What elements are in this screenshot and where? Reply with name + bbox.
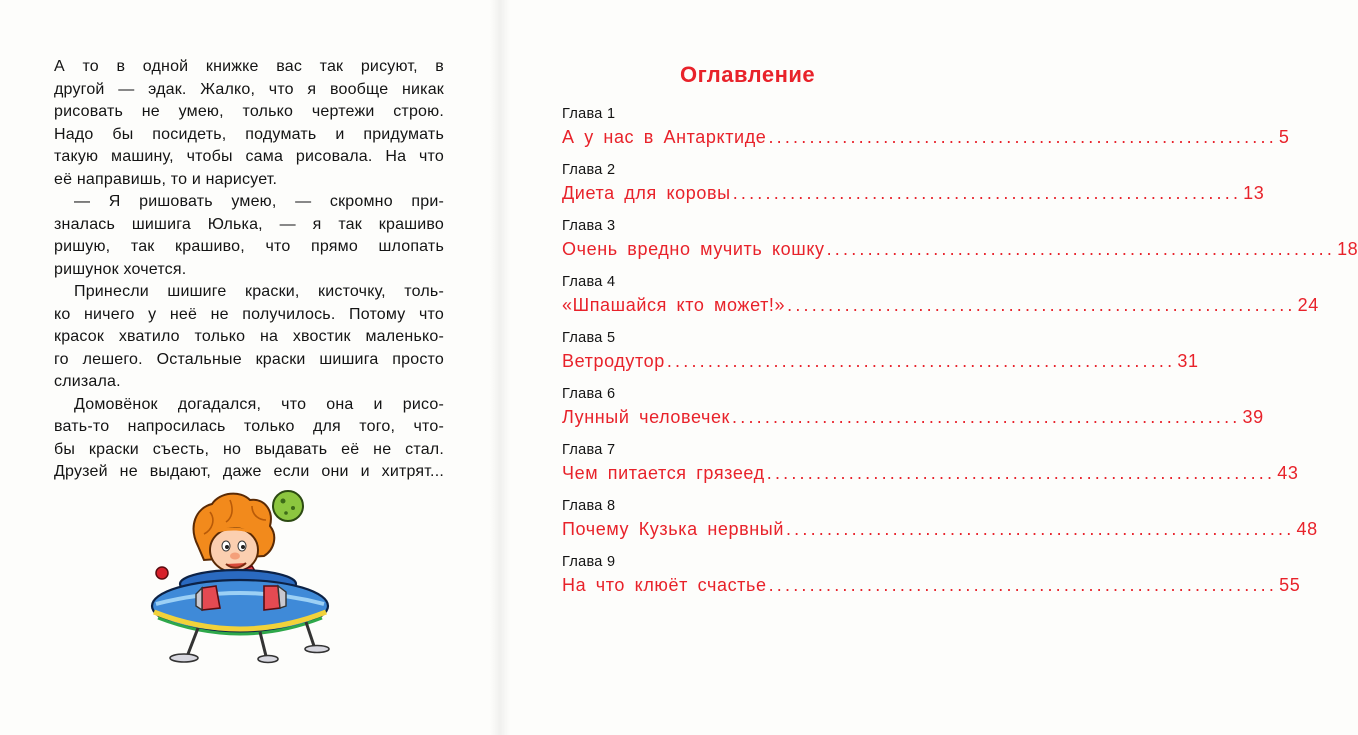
story-line: бы краски съесть, но выдавать её не стал. [54,440,444,458]
chapter-label: Глава 8 [562,498,616,514]
chapter-row[interactable] [562,124,1290,150]
chapter-title[interactable]: Диета для коровы [562,183,731,203]
toc-entry-5[interactable] [562,328,1199,384]
story-line: Домовёнок догадался, что она и рисо- [74,395,444,413]
story-paragraph-1 [54,56,444,191]
chapter-row[interactable] [562,348,1199,374]
toc-entry-4[interactable] [562,272,1319,328]
toc-entry-2[interactable] [562,160,1265,216]
toc-entry-3[interactable] [562,216,1358,272]
story-line: её направишь, то и нарисует. [54,170,278,188]
leader-dots: .............................................................. [732,183,1242,203]
chapter-row[interactable] [562,404,1264,430]
story-paragraph-3 [54,281,444,394]
leader-dots: .............................................................. [826,239,1336,259]
chapter-page-number: 39 [1242,407,1264,427]
chapter-label: Глава 6 [562,386,616,402]
toc-title: Оглавление [680,62,816,87]
toc-entry-1[interactable] [562,104,1290,160]
chapter-label: Глава 7 [562,442,616,458]
story-line: такую машину, чтобы сама рисовала. На что [54,148,444,165]
toc-entry-7[interactable] [562,440,1299,496]
red-ball-icon [156,567,168,579]
chapter-page-number: 24 [1297,295,1319,315]
chapter-label: Глава 1 [562,106,616,122]
chapter-page-number: 18 [1337,239,1358,259]
story-line: зналась шишига Юлька, — я так крашиво [54,215,444,233]
chapter-title[interactable]: На что клюёт счастье [562,575,767,595]
story-paragraph-4 [54,394,444,484]
story-line: красок хватило только на хвостик маленько- [54,328,444,345]
chapter-title[interactable]: Лунный человечек [562,407,731,427]
story-line: слизала. [54,373,121,390]
chapter-title[interactable]: Чем питается грязеед [562,463,765,483]
kuzka-flying-saucer-illustration [140,486,340,676]
story-line: го лешего. Остальные краски шишига просто [54,350,444,368]
chapter-row[interactable] [562,516,1318,542]
chapter-row[interactable] [562,292,1319,318]
chapter-row[interactable] [562,572,1301,598]
chapter-title[interactable]: «Шпашайся кто может!» [562,295,786,315]
story-line: Друзей не выдают, даже если они и хитрят... [54,463,444,480]
left-page [0,0,500,735]
green-ball-icon [273,491,303,521]
story-line: — Я ришовать умею, — скромно при- [74,193,444,210]
table-of-contents [562,104,1358,608]
story-line: вать-то напросилась только для того, что- [54,418,444,435]
chapter-title[interactable]: А у нас в Антарктиде [562,127,767,147]
leader-dots: .............................................................. [768,575,1278,595]
chapter-row[interactable] [562,460,1299,486]
story-line: Надо бы посидеть, подумать и придумать [54,125,444,143]
illustration-svg [140,486,340,676]
chapter-page-number: 31 [1177,351,1199,371]
leader-dots: .............................................................. [666,351,1176,371]
story-line: Принесли шишиге краски, кисточку, толь- [74,283,444,300]
story-text [54,56,444,484]
chapter-label: Глава 5 [562,330,616,346]
story-line: А то в одной книжке вас так рисуют, в [54,58,444,75]
chapter-label: Глава 2 [562,162,616,178]
story-line: другой — эдак. Жалко, что я вообще никак [54,80,444,98]
story-line: рисовать не умею, только чертежи строю. [54,103,444,120]
leader-dots: .............................................................. [732,407,1241,427]
chapter-page-number: 43 [1277,463,1299,483]
chapter-row[interactable] [562,180,1265,206]
chapter-title[interactable]: Почему Кузька нервный [562,519,784,539]
leader-dots: .............................................................. [785,519,1295,539]
story-line: ришунок хочется. [54,260,187,278]
chapter-label: Глава 4 [562,274,616,290]
chapter-page-number: 5 [1278,127,1290,147]
leader-dots: .............................................................. [768,127,1277,147]
chapter-page-number: 48 [1296,519,1318,539]
chapter-row[interactable] [562,236,1358,262]
leader-dots: .............................................................. [787,295,1296,315]
toc-entry-8[interactable] [562,496,1318,552]
chapter-title[interactable]: Ветродутор [562,351,665,371]
chapter-page-number: 13 [1243,183,1265,203]
story-line: ко ничего у неё не получилось. Потому что [54,305,444,323]
chapter-page-number: 55 [1279,575,1301,595]
story-paragraph-2 [54,191,444,281]
toc-entry-9[interactable] [562,552,1301,608]
chapter-title[interactable]: Очень вредно мучить кошку [562,239,825,259]
toc-entry-6[interactable] [562,384,1264,440]
chapter-label: Глава 9 [562,554,616,570]
chapter-label: Глава 3 [562,218,616,234]
leader-dots: .............................................................. [766,463,1276,483]
story-line: ришую, так крашиво, что прямо шлопать [54,238,444,255]
